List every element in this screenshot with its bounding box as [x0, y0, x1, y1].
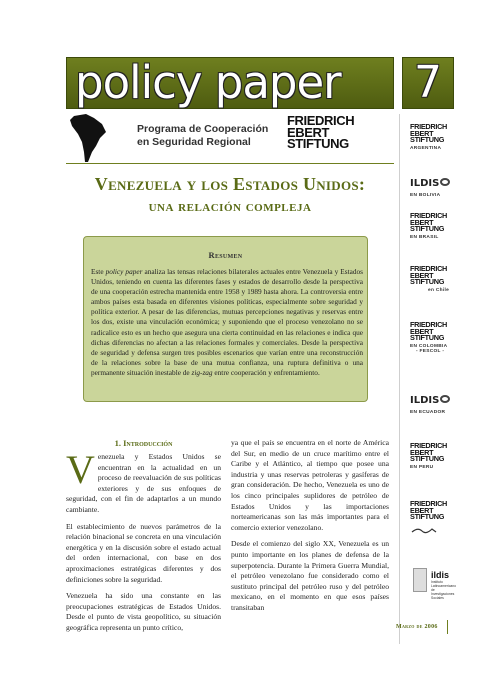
fes-logo-line-2: EBERT [287, 124, 330, 140]
abstract-emphasis-1: policy paper [105, 267, 143, 276]
country-label: en Chile [428, 287, 450, 293]
fes-word-3: STIFTUNG [410, 512, 445, 522]
program-line-1: Programa de Cooperación [137, 123, 269, 135]
ildis-small-wordmark: ildis [431, 570, 450, 580]
country-label: EN COLOMBIA [410, 343, 448, 349]
country-label: EN PERU [410, 464, 434, 470]
paragraph-4: ya que el país se encuentra en el norte de América del Sur, en medio de un cruce marítimo entre el Caribe y el Atlántico, al tiempo que posee una industria y unas reservas petroleras y gasíferas de gran consideración. De hecho, Venezuela es uno de los cinco principales suplidores de petróleo de Estados Unidos y las importaciones norteamericanas son las más importantes para el comercio exterior venezolano. [231, 438, 389, 532]
fes-word-3: STIFTUNG [410, 454, 445, 464]
abstract-emphasis-2: zig-zag [191, 367, 213, 377]
fes-word-1: FRIEDRICH [410, 320, 448, 329]
header-divider [66, 163, 394, 164]
paragraph-2: El establecimiento de nuevos parámetros de la relación binacional se concreta en una vinculación energética y en la discusión sobre el estado actual del orden internacional, con base en dos aproximaciones estratégicas diferentes y dos definiciones sobre la seguridad. [66, 521, 221, 584]
sidebar-divider [399, 114, 400, 644]
fes-word-2: EBERT [410, 447, 434, 457]
ildis-wordmark: ILDIS [410, 178, 440, 189]
fes-colombia-logo [410, 322, 447, 354]
fes-brasil-logo [410, 213, 447, 240]
ildis-institute-logo [431, 570, 457, 600]
south-america-map-icon [68, 112, 108, 164]
fes-peru-logo [410, 443, 447, 470]
abstract-text-2: analiza las tensas relaciones bilaterales actuales entre Venezuela y Estados Unidos, teniendo en cuenta las diferentes fases y estados de desarrollo desde la perspectiva de una cooperación estrecha mantenida entre 1958 y 1989 hasta ahora. La controversia entre ambos países esta basada en diferentes visiones políticas, especialmente sobre seguridad y política exterior. A pesar de las diferencias, mutuas percepciones negativas y reservas entre los dos, existe una vinculación económica; y suponiendo que el proceso venezolano no se radicalice esto es un hecho que asegura una cierta continuidad en las relaciones e indica que dichas diferencias no afectan a las relaciones formales y comerciales. Desde la perspectiva de seguridad y defensa surgen tres posibles escenarios que varían entre una reconstrucción de la relaciones sobre la base de una mutua confianza, una ruptura definitiva o una permanente situación inestable de [91, 267, 363, 377]
policy-paper-banner [66, 57, 394, 109]
abstract-body [91, 267, 363, 378]
fes-argentina-logo [410, 124, 447, 151]
column-2 [231, 438, 389, 620]
fes-logo-line-1: FRIEDRICH [287, 113, 355, 128]
abstract-box [83, 236, 368, 402]
paragraph-5: Desde el comienzo del siglo XX, Venezuela es un punto importante en los planes de defensa de la superpotencia. Durante la Primera Guerra Mundial, el petróleo venezolano fue considerado como el sustituto principal del petróleo ruso y del petróleo mexicano, en el momento en que esos países transitaban [231, 539, 389, 612]
fes-word-1: FRIEDRICH [410, 499, 448, 508]
fes-word-2: EBERT [410, 270, 434, 280]
fes-venezuela-logo [410, 501, 447, 539]
ildis-wordmark: ILDIS [410, 395, 440, 406]
paragraph-1 [66, 447, 221, 516]
date-divider [447, 620, 448, 634]
ildis-knot-icon [440, 178, 450, 186]
fes-word-1: FRIEDRICH [410, 441, 448, 450]
fes-word-2: EBERT [410, 326, 434, 336]
fes-word-2: EBERT [410, 505, 434, 515]
abstract-text-3: entre cooperación y enfrentamiento. [212, 367, 320, 377]
abstract-text-1: Este [91, 267, 106, 276]
fes-word-2: EBERT [410, 128, 434, 138]
program-line-2: en Seguridad Regional [137, 136, 251, 148]
ildis-bolivia-logo [410, 173, 450, 198]
document-title-line-1: Venezuela y los Estados Unidos: [94, 174, 366, 194]
fes-word-3: STIFTUNG [410, 135, 445, 145]
fes-word-3: STIFTUNG [410, 224, 445, 234]
signature-icon [410, 526, 438, 534]
ildis-institute-name: Instituto Latinoamericano de Investigaciones Sociales [431, 580, 457, 600]
ildis-ecuador-logo [410, 390, 450, 415]
program-title [137, 123, 268, 149]
country-label: EN BRASIL [410, 234, 439, 240]
abstract-heading: Resumen [208, 250, 243, 260]
country-label: EN BOLIVIA [410, 193, 441, 198]
fes-word-2: EBERT [410, 217, 434, 227]
drop-cap: V [66, 447, 95, 492]
fes-chile-logo [410, 266, 449, 293]
fes-word-3: STIFTUNG [410, 277, 445, 287]
ildis-knot-icon [440, 395, 450, 403]
fes-word-3: STIFTUNG [410, 333, 445, 343]
section-heading: 1. Introducción [114, 438, 173, 448]
fes-logo-line-3: STIFTUNG [287, 136, 349, 151]
fes-word-1: FRIEDRICH [410, 211, 448, 220]
country-label: ARGENTINA [410, 145, 442, 151]
fes-word-1: FRIEDRICH [410, 122, 448, 131]
publication-date: Marzo de 2006 [396, 624, 438, 630]
fescol-label: - FESCOL - [416, 348, 445, 354]
fes-logo [287, 115, 354, 150]
column-1 [66, 447, 221, 640]
country-label: EN ECUADOR [410, 410, 446, 415]
ildis-institute-emblem-icon [413, 568, 427, 592]
paragraph-1-text: enezuela y Estados Unidos se encuentran en la actualidad en un proceso de reevaluación de sus políticas exteriores y de sus enfoques de seguridad, con el fin de adaptarlos a un mundo cambiante. [66, 452, 221, 514]
issue-number-box [402, 57, 454, 109]
banner-title: policy paper [75, 56, 341, 109]
paragraph-3: Venezuela ha sido una constante en las preocupaciones estratégicas de Estados Unidos. Desde el punto de vista geopolítico, su situación geográfica representa un punto crítico, [66, 591, 221, 632]
document-title-line-2: una relación compleja [148, 199, 312, 215]
fes-word-1: FRIEDRICH [410, 264, 448, 273]
issue-number: 7 [414, 57, 442, 108]
